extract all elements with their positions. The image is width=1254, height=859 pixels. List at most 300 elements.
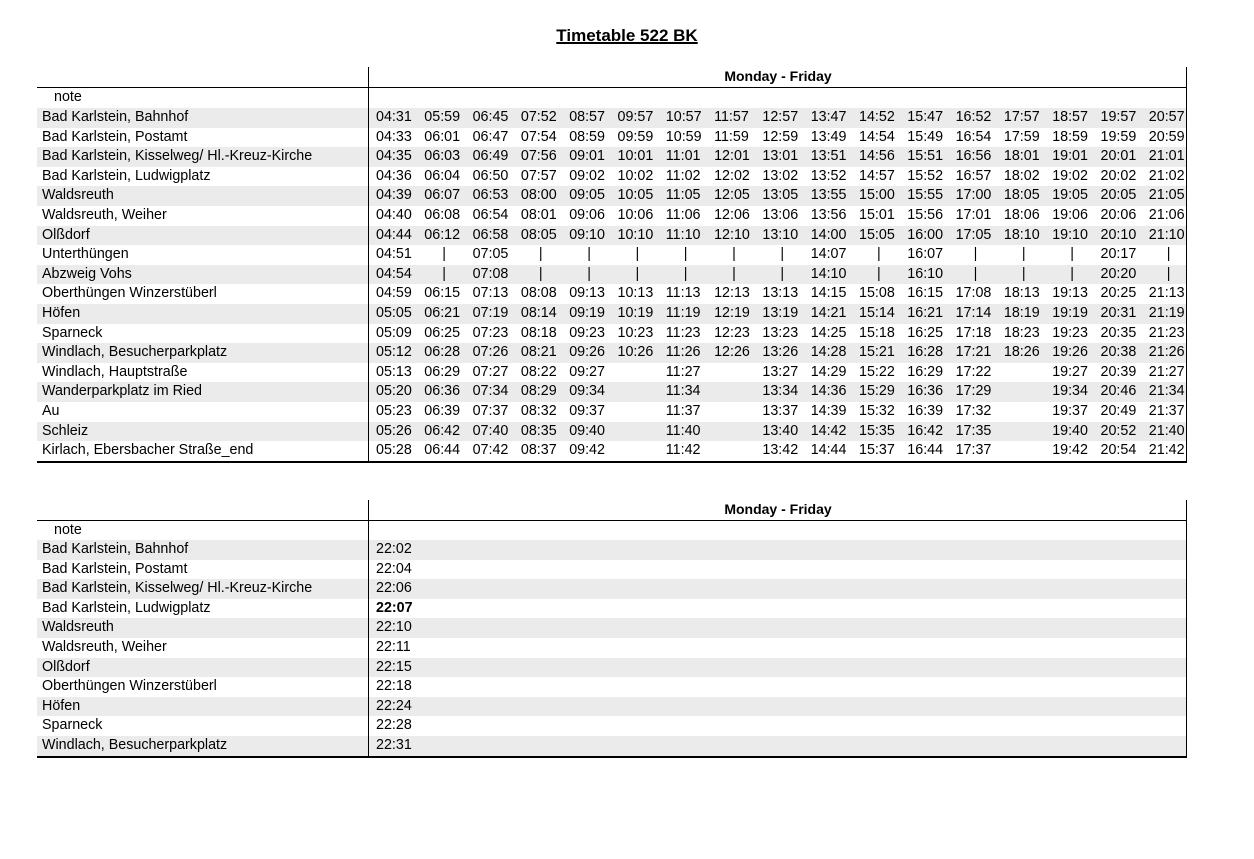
departure-time: 18:10 (1003, 226, 1040, 243)
departure-time: 06:29 (424, 363, 461, 380)
stop-name: Olßdorf (42, 226, 90, 243)
departure-time: 05:59 (424, 109, 461, 125)
departure-time: 08:22 (520, 363, 557, 380)
table-right-border (1186, 67, 1187, 462)
table-row (37, 618, 1186, 638)
departure-time: 08:35 (520, 422, 557, 439)
departure-time: 07:34 (472, 383, 509, 400)
departure-time: 10:57 (665, 109, 702, 125)
departure-time: 13:26 (762, 344, 799, 361)
departure-time: 08:18 (520, 324, 557, 341)
column-divider (368, 67, 369, 462)
pass-through-mark: | (442, 265, 447, 282)
departure-time: 05:20 (376, 383, 412, 400)
pass-through-mark: | (1070, 265, 1074, 282)
departure-time: 11:40 (665, 422, 701, 439)
departure-time: 12:10 (714, 226, 750, 243)
departure-time: 16:54 (955, 128, 992, 145)
departure-time: 15:01 (859, 207, 895, 223)
departure-time: 09:59 (617, 128, 654, 145)
departure-time: 15:00 (859, 187, 895, 204)
departure-time: 20:49 (1100, 403, 1137, 419)
pass-through-mark: | (877, 265, 881, 282)
stop-name: Schleiz (42, 422, 89, 439)
departure-time: 09:10 (569, 226, 605, 243)
departure-time: 16:36 (907, 383, 944, 400)
departure-time: 06:07 (424, 187, 461, 204)
departure-time: 14:57 (859, 167, 895, 184)
note-label: note (54, 89, 82, 105)
departure-time: 21:02 (1148, 167, 1185, 184)
departure-time: 07:08 (472, 265, 509, 282)
departure-time: 19:27 (1052, 363, 1088, 380)
page-title (0, 26, 1254, 46)
departure-time: 20:25 (1100, 285, 1137, 302)
departure-time: 19:26 (1052, 344, 1088, 361)
table-row (37, 108, 1186, 128)
departure-time: 18:05 (1003, 187, 1040, 204)
departure-time: 11:13 (665, 285, 701, 302)
departure-time: 13:01 (762, 148, 799, 165)
departure-time: 12:26 (714, 344, 750, 361)
departure-time: 06:58 (472, 226, 509, 243)
pass-through-mark: | (732, 246, 736, 263)
departure-time: 08:14 (520, 305, 557, 321)
departure-time: 20:52 (1100, 422, 1137, 439)
stop-name: Au (42, 403, 60, 419)
departure-time: 11:06 (665, 207, 701, 223)
departure-time: 06:42 (424, 422, 461, 439)
pass-through-mark: | (1021, 265, 1026, 282)
table-row (37, 382, 1186, 402)
departure-time: 20:05 (1100, 187, 1137, 204)
departure-time: 22:24 (376, 697, 412, 714)
departure-time: 20:02 (1100, 167, 1137, 184)
departure-time: 09:40 (569, 422, 605, 439)
departure-time: 19:59 (1100, 128, 1137, 145)
departure-time: 04:59 (376, 285, 412, 302)
departure-time: 13:23 (762, 324, 799, 341)
departure-time: 10:13 (617, 285, 654, 302)
departure-time: 11:23 (665, 324, 701, 341)
departure-time: 14:52 (859, 109, 895, 125)
departure-time: 19:34 (1052, 383, 1088, 400)
departure-time: 13:10 (762, 226, 799, 243)
departure-time: 05:26 (376, 422, 412, 439)
departure-time: 10:19 (617, 305, 654, 321)
stop-name: Wanderparkplatz im Ried (42, 383, 202, 400)
departure-time: 21:42 (1148, 442, 1185, 459)
departure-time: 07:23 (472, 324, 509, 341)
departure-time: 14:29 (810, 363, 847, 380)
departure-time: 09:37 (569, 403, 605, 419)
departure-time: 12:19 (714, 305, 750, 321)
departure-time: 15:08 (859, 285, 895, 302)
departure-time: 06:54 (472, 207, 509, 223)
departure-time: 21:01 (1148, 148, 1185, 165)
departure-time: 14:44 (810, 442, 847, 459)
departure-time: 07:56 (520, 148, 557, 165)
departure-time: 06:12 (424, 226, 461, 243)
departure-time: 12:01 (714, 148, 750, 165)
departure-time: 19:05 (1052, 187, 1088, 204)
departure-time: 06:44 (424, 442, 461, 459)
departure-time: 06:25 (424, 324, 461, 341)
departure-time: 17:35 (955, 422, 992, 439)
departure-time: 13:51 (810, 148, 847, 165)
pass-through-mark: | (442, 246, 447, 263)
departure-time: 22:11 (376, 639, 411, 655)
departure-time: 13:56 (810, 207, 847, 223)
table-row (37, 304, 1186, 324)
table-row (37, 441, 1186, 461)
column-divider (368, 500, 369, 757)
pass-through-mark: | (1021, 246, 1026, 263)
pass-through-mark: | (538, 246, 543, 263)
departure-time: 17:22 (955, 363, 992, 380)
departure-time: 16:52 (955, 109, 992, 125)
departure-time: 19:13 (1052, 285, 1088, 302)
departure-time: 04:36 (376, 167, 412, 184)
departure-time: 14:54 (859, 128, 895, 145)
departure-time: 07:54 (520, 128, 557, 145)
departure-time: 10:06 (617, 207, 654, 223)
table-row (37, 716, 1186, 736)
departure-time: 07:19 (472, 305, 509, 321)
departure-time: 04:35 (376, 148, 412, 165)
pass-through-mark: | (780, 246, 785, 263)
stop-name: Bad Karlstein, Kisselweg/ Hl.-Kreuz-Kirche (42, 148, 313, 165)
departure-time: 17:01 (955, 207, 992, 223)
departure-time: 13:05 (762, 187, 799, 204)
stop-name: Waldsreuth, Weiher (42, 207, 167, 223)
title-text: Timetable 522 BK (556, 26, 698, 45)
departure-time: 17:18 (955, 324, 992, 341)
departure-time: 18:19 (1003, 305, 1040, 321)
departure-time: 04:31 (376, 109, 412, 125)
stop-name: Bad Karlstein, Postamt (42, 128, 188, 145)
stop-name: Kirlach, Ebersbacher Straße_end (42, 442, 254, 459)
departure-time: 21:19 (1148, 305, 1185, 321)
stop-name: Waldsreuth (42, 619, 114, 636)
departure-time: 16:10 (907, 265, 944, 282)
departure-time: 04:40 (376, 207, 412, 223)
departure-time: 13:06 (762, 207, 799, 223)
departure-time: 19:10 (1052, 226, 1088, 243)
departure-time: 10:23 (617, 324, 654, 341)
departure-time: 15:47 (907, 109, 944, 125)
departure-time: 13:27 (762, 363, 799, 380)
departure-time: 20:10 (1100, 226, 1137, 243)
pass-through-mark: | (1166, 246, 1171, 263)
departure-time: 15:18 (859, 324, 895, 341)
departure-time: 12:57 (762, 109, 799, 125)
departure-time: 05:12 (376, 344, 412, 361)
departure-time: 14:42 (810, 422, 847, 439)
departure-time: 22:18 (376, 678, 412, 695)
departure-time: 14:10 (810, 265, 847, 282)
departure-time: 09:13 (569, 285, 605, 302)
departure-time: 11:37 (665, 403, 701, 419)
departure-time: 15:49 (907, 128, 944, 145)
stop-name: Oberthüngen Winzerstüberl (42, 678, 217, 695)
schedule-header: Monday - Friday (724, 68, 832, 84)
note-row (37, 521, 1186, 541)
departure-time: 11:42 (665, 442, 701, 459)
departure-time: 08:57 (569, 109, 605, 125)
departure-time: 18:13 (1003, 285, 1040, 302)
departure-time: 18:57 (1052, 109, 1088, 125)
departure-time: 04:54 (376, 265, 412, 282)
departure-time: 15:05 (859, 226, 895, 243)
departure-time: 14:39 (810, 403, 847, 419)
departure-time: 11:01 (665, 148, 701, 165)
departure-time: 14:56 (859, 148, 895, 165)
departure-time: 20:39 (1100, 363, 1137, 380)
departure-time: 17:29 (955, 383, 992, 400)
departure-time: 09:02 (569, 167, 605, 184)
departure-time: 17:21 (955, 344, 992, 361)
departure-time: 15:32 (859, 403, 895, 419)
departure-time: 13:52 (810, 167, 847, 184)
departure-time: 13:40 (762, 422, 799, 439)
departure-time: 05:13 (376, 363, 412, 380)
departure-time: 11:02 (665, 167, 701, 184)
departure-time: 14:07 (810, 246, 847, 263)
table-row (37, 736, 1186, 756)
departure-time: 17:08 (955, 285, 992, 302)
table-row (37, 599, 1186, 619)
stop-name: Unterthüngen (42, 246, 129, 263)
pass-through-mark: | (683, 265, 688, 282)
stop-name: Bad Karlstein, Kisselweg/ Hl.-Kreuz-Kirche (42, 580, 313, 597)
stop-name: Waldsreuth, Weiher (42, 639, 167, 655)
departure-time: 11:57 (714, 109, 749, 125)
departure-time: 21:27 (1148, 363, 1185, 380)
departure-time: 06:39 (424, 403, 461, 419)
pass-through-mark: | (587, 246, 591, 263)
timetable-2 (37, 500, 1187, 756)
departure-time: 16:00 (907, 226, 944, 243)
departure-time: 09:42 (569, 442, 605, 459)
pass-through-mark: | (1070, 246, 1074, 263)
table-row (37, 147, 1186, 167)
timetable-1 (37, 67, 1187, 460)
departure-time: 05:28 (376, 442, 412, 459)
departure-time: 08:01 (520, 207, 557, 223)
departure-time: 11:27 (665, 363, 701, 380)
departure-time: 20:46 (1100, 383, 1137, 400)
pass-through-mark: | (683, 246, 688, 263)
departure-time: 08:32 (520, 403, 557, 419)
departure-time: 09:19 (569, 305, 605, 321)
departure-time: 14:28 (810, 344, 847, 361)
departure-time: 07:57 (520, 167, 557, 184)
departure-time: 04:33 (376, 128, 412, 145)
departure-time: 06:03 (424, 148, 461, 165)
departure-time: 18:26 (1003, 344, 1040, 361)
departure-time: 18:02 (1003, 167, 1040, 184)
departure-time: 21:26 (1148, 344, 1185, 361)
departure-time: 15:29 (859, 383, 895, 400)
departure-time: 12:13 (714, 285, 750, 302)
departure-time: 16:39 (907, 403, 944, 419)
departure-time: 06:49 (472, 148, 509, 165)
departure-time: 07:42 (472, 442, 509, 459)
pass-through-mark: | (780, 265, 785, 282)
departure-time: 15:56 (907, 207, 944, 223)
departure-time: 15:51 (907, 148, 944, 165)
departure-time: 10:26 (617, 344, 654, 361)
departure-time: 12:23 (714, 324, 750, 341)
departure-time: 12:59 (762, 128, 799, 145)
table-row (37, 186, 1186, 206)
departure-time: 18:23 (1003, 324, 1040, 341)
departure-time: 10:59 (665, 128, 702, 145)
departure-time: 20:38 (1100, 344, 1137, 361)
departure-time: 06:08 (424, 207, 461, 223)
departure-time: 15:52 (907, 167, 944, 184)
departure-time: 09:05 (569, 187, 605, 204)
departure-time: 07:37 (472, 403, 509, 419)
table-row (37, 226, 1186, 246)
table-row (37, 697, 1186, 717)
departure-time: 14:00 (810, 226, 847, 243)
departure-time: 05:05 (376, 305, 412, 321)
departure-time: 09:27 (569, 363, 605, 380)
pass-through-mark: | (1166, 265, 1171, 282)
departure-time: 04:39 (376, 187, 412, 204)
departure-time: 15:22 (859, 363, 895, 380)
departure-time: 15:21 (859, 344, 895, 361)
departure-time: 11:26 (665, 344, 701, 361)
departure-time: 21:23 (1148, 324, 1185, 341)
pass-through-mark: | (635, 246, 640, 263)
departure-time: 08:05 (520, 226, 557, 243)
departure-time: 10:10 (617, 226, 654, 243)
departure-time: 06:50 (472, 167, 509, 184)
departure-time: 07:52 (520, 109, 557, 125)
table-row (37, 245, 1186, 265)
table-row (37, 560, 1186, 580)
departure-time: 21:40 (1148, 422, 1185, 439)
departure-time: 21:37 (1148, 403, 1185, 419)
departure-time: 18:01 (1003, 148, 1040, 165)
departure-time: 14:36 (810, 383, 847, 400)
stop-name: Bad Karlstein, Bahnhof (42, 541, 189, 557)
departure-time: 15:37 (859, 442, 895, 459)
stop-name: Höfen (42, 697, 81, 714)
departure-time: 17:05 (955, 226, 992, 243)
departure-time: 12:06 (714, 207, 750, 223)
table-row (37, 677, 1186, 697)
departure-time: 17:00 (955, 187, 992, 204)
departure-time: 20:01 (1100, 148, 1137, 165)
departure-time: 14:25 (810, 324, 847, 341)
departure-time: 06:36 (424, 383, 461, 400)
departure-time: 09:06 (569, 207, 605, 223)
departure-time: 20:17 (1100, 246, 1137, 263)
departure-time: 09:23 (569, 324, 605, 341)
stop-name: Windlach, Besucherparkplatz (42, 344, 228, 361)
departure-time: 08:00 (520, 187, 557, 204)
departure-time: 17:32 (955, 403, 992, 419)
departure-time: 13:13 (762, 285, 799, 302)
departure-time: 19:37 (1052, 403, 1088, 419)
stop-name: Abzweig Vohs (42, 265, 132, 282)
departure-time: 06:28 (424, 344, 461, 361)
departure-time: 11:05 (665, 187, 701, 204)
departure-time: 12:02 (714, 167, 750, 184)
departure-time: 17:14 (955, 305, 992, 321)
departure-time: 10:02 (617, 167, 654, 184)
stop-name: Bad Karlstein, Ludwigplatz (42, 599, 211, 616)
departure-time: 20:57 (1148, 109, 1185, 125)
departure-time: 20:06 (1100, 207, 1137, 223)
departure-time: 06:15 (424, 285, 461, 302)
departure-time: 19:57 (1100, 109, 1137, 125)
departure-time: 21:10 (1148, 226, 1185, 243)
departure-time: 05:23 (376, 403, 412, 419)
table-row (37, 324, 1186, 344)
departure-time: 06:47 (472, 128, 509, 145)
departure-time: 13:37 (762, 403, 799, 419)
departure-time: 19:02 (1052, 167, 1088, 184)
departure-time: 16:42 (907, 422, 944, 439)
table-row (37, 579, 1186, 599)
departure-time: 16:25 (907, 324, 944, 341)
departure-time: 11:10 (665, 226, 701, 243)
departure-time: 06:53 (472, 187, 509, 204)
departure-time: 07:05 (472, 246, 509, 263)
departure-time: 18:59 (1052, 128, 1088, 145)
departure-time: 13:02 (762, 167, 799, 184)
departure-time: 22:15 (376, 658, 412, 675)
departure-time: 13:49 (810, 128, 847, 145)
pass-through-mark: | (587, 265, 591, 282)
departure-time: 08:29 (520, 383, 557, 400)
departure-time: 14:15 (810, 285, 847, 302)
table-bottom-border (37, 461, 1187, 463)
departure-time: 19:01 (1052, 148, 1088, 165)
departure-time: 05:09 (376, 324, 412, 341)
pass-through-mark: | (538, 265, 543, 282)
note-label: note (54, 522, 82, 538)
departure-time: 13:42 (762, 442, 799, 459)
departure-time: 22:04 (376, 560, 412, 577)
departure-time: 06:01 (424, 128, 461, 145)
departure-time: 16:21 (907, 305, 944, 321)
departure-time: 22:28 (376, 717, 412, 734)
stop-name: Bad Karlstein, Postamt (42, 560, 188, 577)
departure-time: 10:01 (617, 148, 654, 165)
departure-time: 11:34 (665, 383, 701, 400)
stop-name: Olßdorf (42, 658, 90, 675)
departure-time: 09:57 (617, 109, 654, 125)
departure-time: 04:51 (376, 246, 412, 263)
table-row (37, 363, 1186, 383)
pass-through-mark: | (973, 246, 978, 263)
departure-time: 09:01 (569, 148, 605, 165)
departure-time: 17:37 (955, 442, 992, 459)
departure-time: 06:45 (472, 109, 509, 125)
departure-time: 21:05 (1148, 187, 1185, 204)
table-row (37, 206, 1186, 226)
departure-time: 16:44 (907, 442, 944, 459)
table-row (37, 540, 1186, 560)
departure-time: 21:34 (1148, 383, 1185, 400)
departure-time: 12:05 (714, 187, 750, 204)
